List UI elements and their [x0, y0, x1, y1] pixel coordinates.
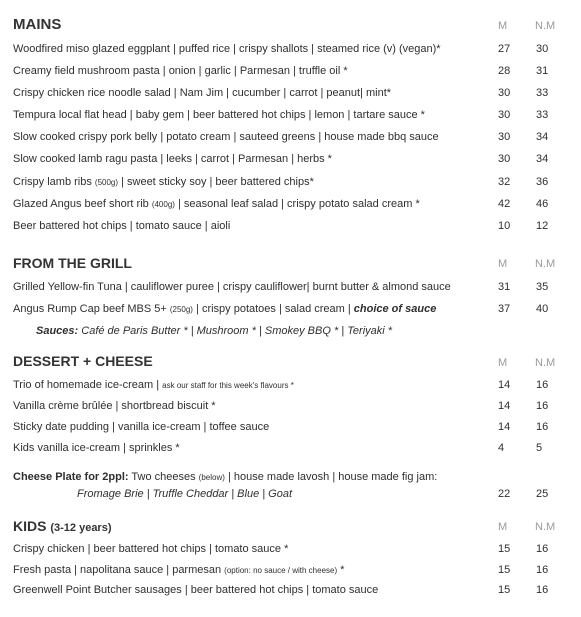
- price-nm: 34: [536, 153, 549, 165]
- item-name: Angus Rump Cap beef MBS 5+: [13, 303, 170, 315]
- price-nm: 40: [536, 303, 549, 315]
- price-m: 14: [498, 400, 511, 412]
- mains-col-m: M: [498, 20, 508, 32]
- option-note: (option: no sauce / with cheese): [224, 566, 338, 575]
- menu-item: Crispy chicken | beer battered hot chips | tomato sauce *: [13, 543, 289, 555]
- weight-note: (400g): [151, 200, 175, 209]
- price-nm: 16: [536, 564, 549, 576]
- price-m: 15: [498, 564, 511, 576]
- menu-item: Grilled Yellow-fin Tuna | cauliflower puree | crispy cauliflower| burnt butter & almond sauce: [13, 281, 451, 293]
- price-nm: 46: [536, 198, 549, 210]
- price-nm: 16: [536, 584, 549, 596]
- menu-item: Kids vanilla ice-cream | sprinkles *: [13, 442, 180, 454]
- menu-item: Crispy chicken rice noodle salad | Nam Jim | cucumber | carrot | peanut| mint*: [13, 87, 392, 99]
- price-m: 22: [498, 488, 511, 500]
- grill-col-m: M: [498, 258, 508, 270]
- price-m: 14: [498, 421, 511, 433]
- menu-item: Creamy field mushroom pasta | onion | garlic | Parmesan | truffle oil *: [13, 65, 348, 77]
- sauces-line: [36, 325, 392, 337]
- price-m: 10: [498, 220, 511, 232]
- item-name: Trio of homemade ice-cream |: [13, 379, 163, 391]
- price-nm: 36: [536, 176, 549, 188]
- item-detail: Two cheeses: [128, 471, 199, 483]
- price-nm: 34: [536, 131, 549, 143]
- price-m: 32: [498, 176, 511, 188]
- price-m: 28: [498, 65, 511, 77]
- price-m: 27: [498, 43, 511, 55]
- price-nm: 35: [536, 281, 549, 293]
- menu-item: [13, 303, 436, 315]
- item-name: Glazed Angus beef short rib: [13, 198, 152, 210]
- price-nm: 5: [536, 442, 543, 454]
- kids-heading: [13, 518, 112, 534]
- price-nm: 33: [536, 109, 549, 121]
- kids-title: KIDS: [13, 518, 47, 534]
- menu-item: Slow cooked lamb ragu pasta | leeks | carrot | Parmesan | herbs *: [13, 153, 332, 165]
- sauces-label: Sauces:: [36, 325, 79, 337]
- price-m: 30: [498, 131, 511, 143]
- menu-item: Slow cooked crispy pork belly | potato cream | sauteed greens | house made bbq sauce: [13, 131, 439, 143]
- item-detail: | sweet sticky soy | beer battered chips*: [118, 176, 314, 188]
- cheese-plate-item: [13, 471, 437, 483]
- menu-item: [13, 176, 314, 188]
- sauces-list: Café de Paris Butter * | Mushroom * | Smokey BBQ * | Teriyaki *: [78, 325, 393, 337]
- grill-col-nm: N.M: [535, 258, 556, 270]
- price-nm: 33: [536, 87, 549, 99]
- weight-note: (500g): [94, 178, 119, 187]
- price-m: 15: [498, 543, 511, 555]
- kids-col-m: M: [498, 521, 508, 533]
- menu-item: [13, 564, 344, 576]
- dessert-heading: DESSERT + CHEESE: [13, 353, 153, 369]
- price-nm: 31: [536, 65, 549, 77]
- mains-heading: MAINS: [13, 16, 62, 33]
- kids-col-nm: N.M: [535, 521, 556, 533]
- item-detail: | crispy potatoes | salad cream |: [192, 303, 354, 315]
- price-m: 30: [498, 87, 511, 99]
- sauce-choice-note: choice of sauce: [353, 303, 437, 315]
- menu-item: Sticky date pudding | vanilla ice-cream | toffee sauce: [13, 421, 270, 433]
- dessert-col-m: M: [498, 357, 508, 369]
- price-nm: 16: [536, 421, 549, 433]
- menu-item: Tempura local flat head | baby gem | beer battered hot chips | lemon | tartare sauce *: [13, 109, 425, 121]
- mains-col-nm: N.M: [535, 20, 556, 32]
- price-nm: 16: [536, 400, 549, 412]
- kids-age-range: (3-12 years): [50, 522, 112, 534]
- item-name: Crispy lamb ribs: [13, 176, 95, 188]
- price-m: 15: [498, 584, 511, 596]
- price-m: 37: [498, 303, 511, 315]
- menu-item: Beer battered hot chips | tomato sauce | aioli: [13, 220, 231, 232]
- item-detail: | house made lavosh | house made fig jam:: [224, 471, 438, 483]
- menu-item: Vanilla crème brûlée | shortbread biscuit *: [13, 400, 216, 412]
- menu-item: Greenwell Point Butcher sausages | beer battered hot chips | tomato sauce: [13, 584, 379, 596]
- price-nm: 16: [536, 543, 549, 555]
- price-nm: 16: [536, 379, 549, 391]
- item-detail: | seasonal leaf salad | crispy potato salad cream *: [174, 198, 420, 210]
- menu-item: [13, 379, 294, 391]
- item-detail: *: [337, 564, 345, 576]
- menu-item: [13, 198, 420, 210]
- cheese-list: Fromage Brie | Truffle Cheddar | Blue | Goat: [77, 488, 293, 500]
- menu-item: Woodfired miso glazed eggplant | puffed rice | crispy shallots | steamed rice (v) (vegan)*: [13, 43, 441, 55]
- price-m: 30: [498, 153, 511, 165]
- price-m: 4: [498, 442, 505, 454]
- price-m: 30: [498, 109, 511, 121]
- price-m: 31: [498, 281, 511, 293]
- price-m: 42: [498, 198, 511, 210]
- price-nm: 25: [536, 488, 549, 500]
- price-m: 14: [498, 379, 511, 391]
- cheese-plate-title: Cheese Plate for 2ppl:: [13, 471, 129, 483]
- dessert-col-nm: N.M: [535, 357, 556, 369]
- item-name: Fresh pasta | napolitana sauce | parmesan: [13, 564, 225, 576]
- cheese-note: (below): [198, 473, 225, 482]
- weight-note: (250g): [169, 305, 193, 314]
- flavour-note: ask our staff for this week's flavours *: [162, 381, 294, 390]
- grill-heading: FROM THE GRILL: [13, 255, 132, 271]
- price-nm: 12: [536, 220, 549, 232]
- price-nm: 30: [536, 43, 549, 55]
